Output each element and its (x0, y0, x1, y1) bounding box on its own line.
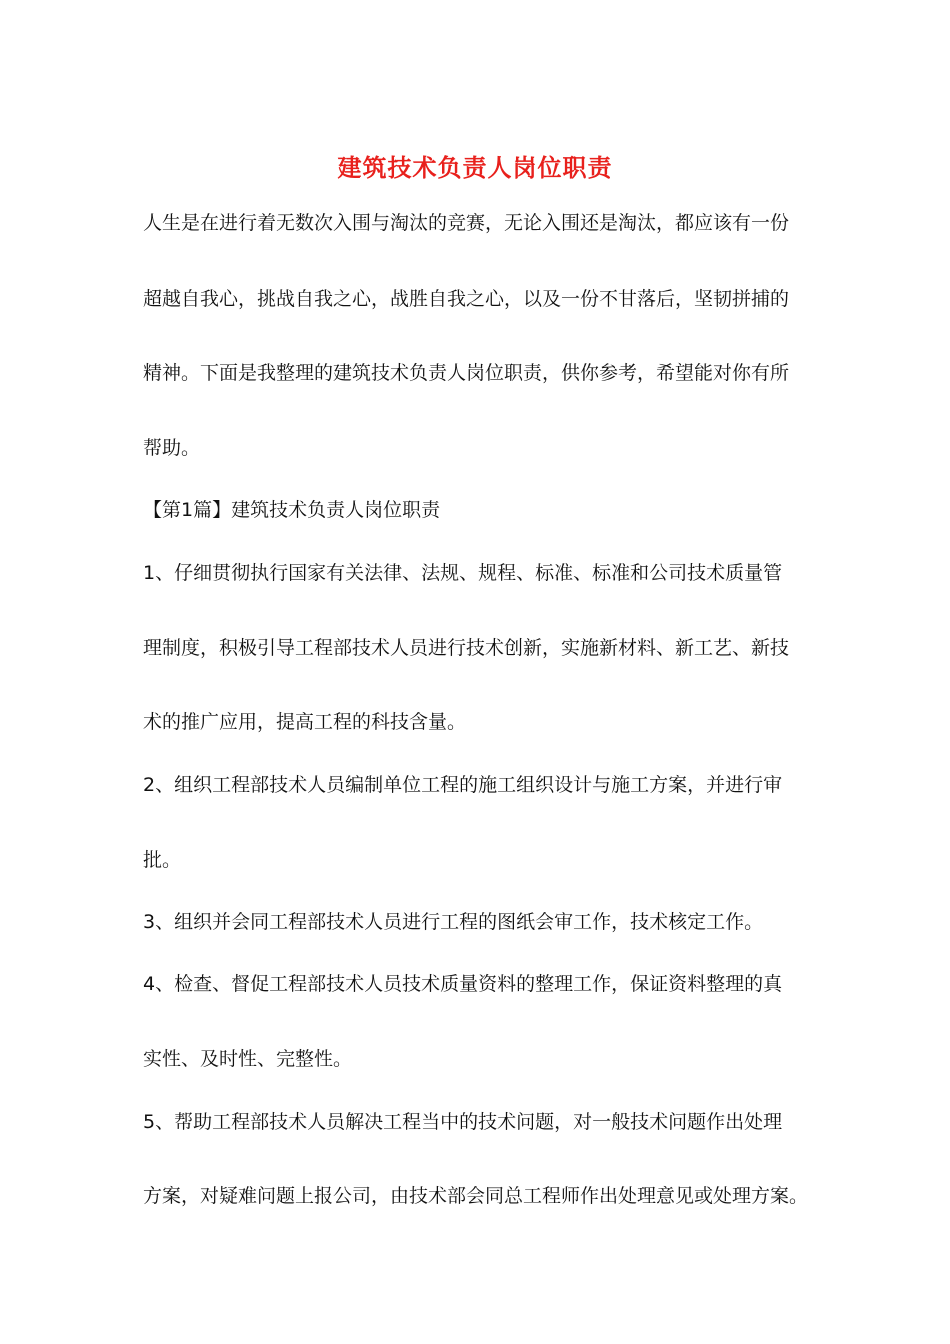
list-item-line: 术的推广应用，提高工程的科技含量。 (143, 711, 467, 733)
paragraph-line: 帮助。 (143, 437, 201, 459)
list-item-line: 2、组织工程部技术人员编制单位工程的施工组织设计与施工方案，并进行审 (143, 774, 783, 796)
list-item-line: 5、帮助工程部技术人员解决工程当中的技术问题，对一般技术问题作出处理 (143, 1111, 783, 1133)
list-item-line: 批。 (143, 849, 182, 871)
list-item-line: 实性、及时性、完整性。 (143, 1048, 353, 1070)
list-item-line: 1、仔细贯彻执行国家有关法律、法规、规程、标准、标准和公司技术质量管 (143, 562, 783, 584)
paragraph-line: 超越自我心，挑战自我之心，战胜自我之心，以及一份不甘落后，坚韧拼捕的 (143, 288, 790, 310)
paragraph-line: 人生是在进行着无数次入围与淘汰的竞赛，无论入围还是淘汰，都应该有一份 (143, 212, 790, 234)
list-item-line: 方案，对疑难问题上报公司，由技术部会同总工程师作出处理意见或处理方案。 (143, 1185, 809, 1207)
list-item-line: 3、组织并会同工程部技术人员进行工程的图纸会审工作，技术核定工作。 (143, 911, 764, 933)
list-item-line: 4、检查、督促工程部技术人员技术质量资料的整理工作，保证资料整理的真 (143, 973, 783, 995)
section-heading: 【第1篇】建筑技术负责人岗位职责 (143, 499, 441, 521)
list-item-line: 理制度，积极引导工程部技术人员进行技术创新，实施新材料、新工艺、新技 (143, 637, 790, 659)
document-title: 建筑技术负责人岗位职责 (337, 153, 613, 182)
paragraph-line: 精神。下面是我整理的建筑技术负责人岗位职责，供你参考，希望能对你有所 (143, 362, 790, 384)
